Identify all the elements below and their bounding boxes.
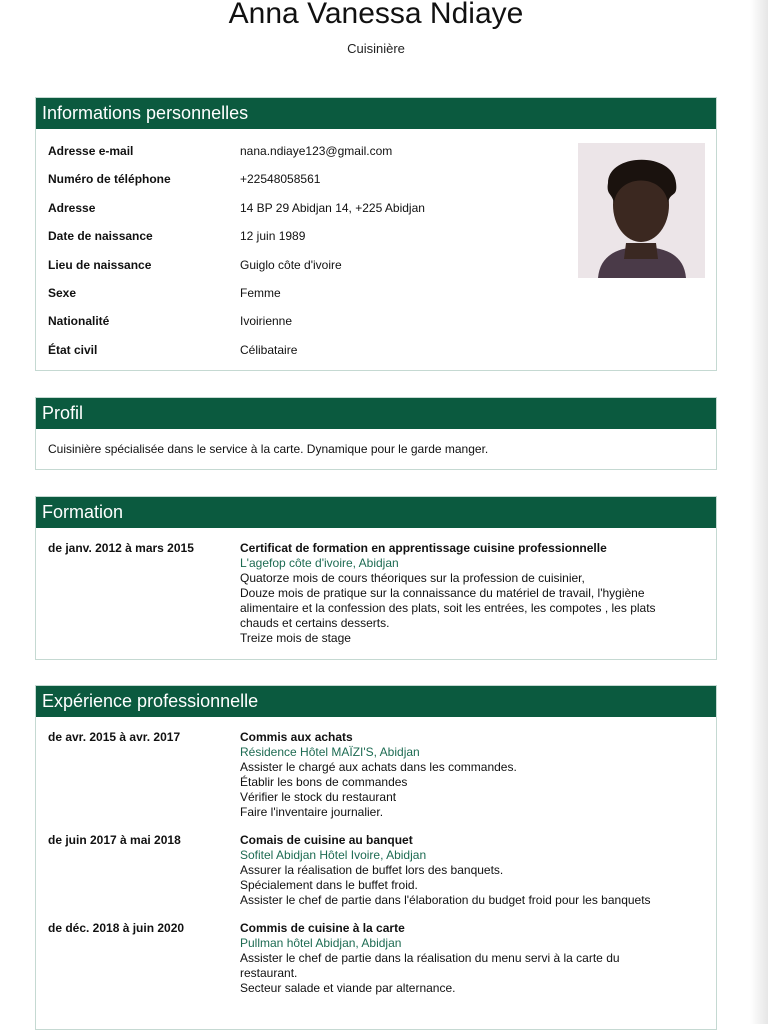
sex-value: Femme — [240, 286, 281, 300]
entry-date: de juin 2017 à mai 2018 — [48, 833, 181, 847]
entry-description-line: Faire l'inventaire journalier. — [240, 805, 384, 819]
phone-value: +22548058561 — [240, 172, 321, 186]
birthdate-label: Date de naissance — [48, 229, 153, 243]
entry-body — [240, 730, 700, 820]
entry-date: de janv. 2012 à mars 2015 — [48, 541, 194, 555]
entry-description-line: Assister le chargé aux achats dans les commandes. — [240, 760, 517, 774]
entry-description-line: Assurer la réalisation de buffet lors des banquets. — [240, 863, 504, 877]
entry-description-line: Treize mois de stage — [240, 631, 351, 645]
email-label: Adresse e-mail — [48, 144, 134, 158]
address-label: Adresse — [48, 201, 96, 215]
sex-label: Sexe — [48, 286, 77, 300]
entry-title: Commis de cuisine à la carte — [240, 921, 405, 935]
entry-organization: Résidence Hôtel MAÏZI'S, Abidjan — [240, 745, 420, 759]
entry-title: Commis aux achats — [240, 730, 353, 744]
personal-info-section — [35, 97, 717, 371]
entry-description-line: Quatorze mois de cours théoriques sur la profession de cuisinier, — [240, 571, 585, 585]
person-portrait-icon — [578, 143, 705, 278]
entry-description-line: chauds et certains desserts. — [240, 616, 390, 630]
entry-body — [240, 833, 700, 908]
education-section — [35, 496, 717, 660]
birthplace-value: Guiglo côte d'ivoire — [240, 258, 342, 272]
entry-description-line: Assister le chef de partie dans la réalisation du menu servi à la carte du — [240, 951, 620, 965]
birthplace-label: Lieu de naissance — [48, 258, 152, 272]
personal-info-heading: Informations personnelles — [36, 98, 716, 129]
entry-title: Certificat de formation en apprentissage cuisine professionnelle — [240, 541, 607, 555]
experience-section — [35, 685, 717, 1030]
entry-body — [240, 541, 700, 646]
entry-date: de avr. 2015 à avr. 2017 — [48, 730, 181, 744]
civil-status-label: État civil — [48, 343, 98, 357]
birthdate-value: 12 juin 1989 — [240, 229, 306, 243]
entry-organization: L'agefop côte d'ivoire, Abidjan — [240, 556, 399, 570]
entry-title: Comais de cuisine au banquet — [240, 833, 413, 847]
profile-heading: Profil — [36, 398, 716, 429]
job-title: Cuisinière — [347, 41, 405, 56]
education-heading: Formation — [36, 497, 716, 528]
nationality-value: Ivoirienne — [240, 314, 293, 328]
page-edge-shadow — [750, 0, 768, 1024]
address-value: 14 BP 29 Abidjan 14, +225 Abidjan — [240, 201, 425, 215]
entry-organization: Pullman hôtel Abidjan, Abidjan — [240, 936, 402, 950]
profile-photo — [578, 143, 705, 278]
profile-section — [35, 397, 717, 470]
entry-description-line: Vérifier le stock du restaurant — [240, 790, 397, 804]
experience-heading: Expérience professionnelle — [36, 686, 716, 717]
phone-label: Numéro de téléphone — [48, 172, 171, 186]
entry-organization: Sofitel Abidjan Hôtel Ivoire, Abidjan — [240, 848, 427, 862]
entry-description-line: Assister le chef de partie dans l'élaboration du budget froid pour les banquets — [240, 893, 651, 907]
entry-description-line: restaurant. — [240, 966, 298, 980]
entry-description-line: alimentaire et la confession des plats, soit les entrées, les compotes , les plats — [240, 601, 656, 615]
entry-description-line: Secteur salade et viande par alternance. — [240, 981, 456, 995]
profile-text: Cuisinière spécialisée dans le service à la carte. Dynamique pour le garde manger. — [48, 442, 489, 456]
candidate-name: Anna Vanessa Ndiaye — [228, 0, 524, 30]
civil-status-value: Célibataire — [240, 343, 298, 357]
nationality-label: Nationalité — [48, 314, 110, 328]
entry-description-line: Douze mois de pratique sur la connaissance du matériel de travail, l'hygiène — [240, 586, 645, 600]
entry-description-line: Spécialement dans le buffet froid. — [240, 878, 418, 892]
entry-body — [240, 921, 700, 996]
entry-description-line: Établir les bons de commandes — [240, 775, 408, 789]
entry-date: de déc. 2018 à juin 2020 — [48, 921, 185, 935]
email-value: nana.ndiaye123@gmail.com — [240, 144, 393, 158]
